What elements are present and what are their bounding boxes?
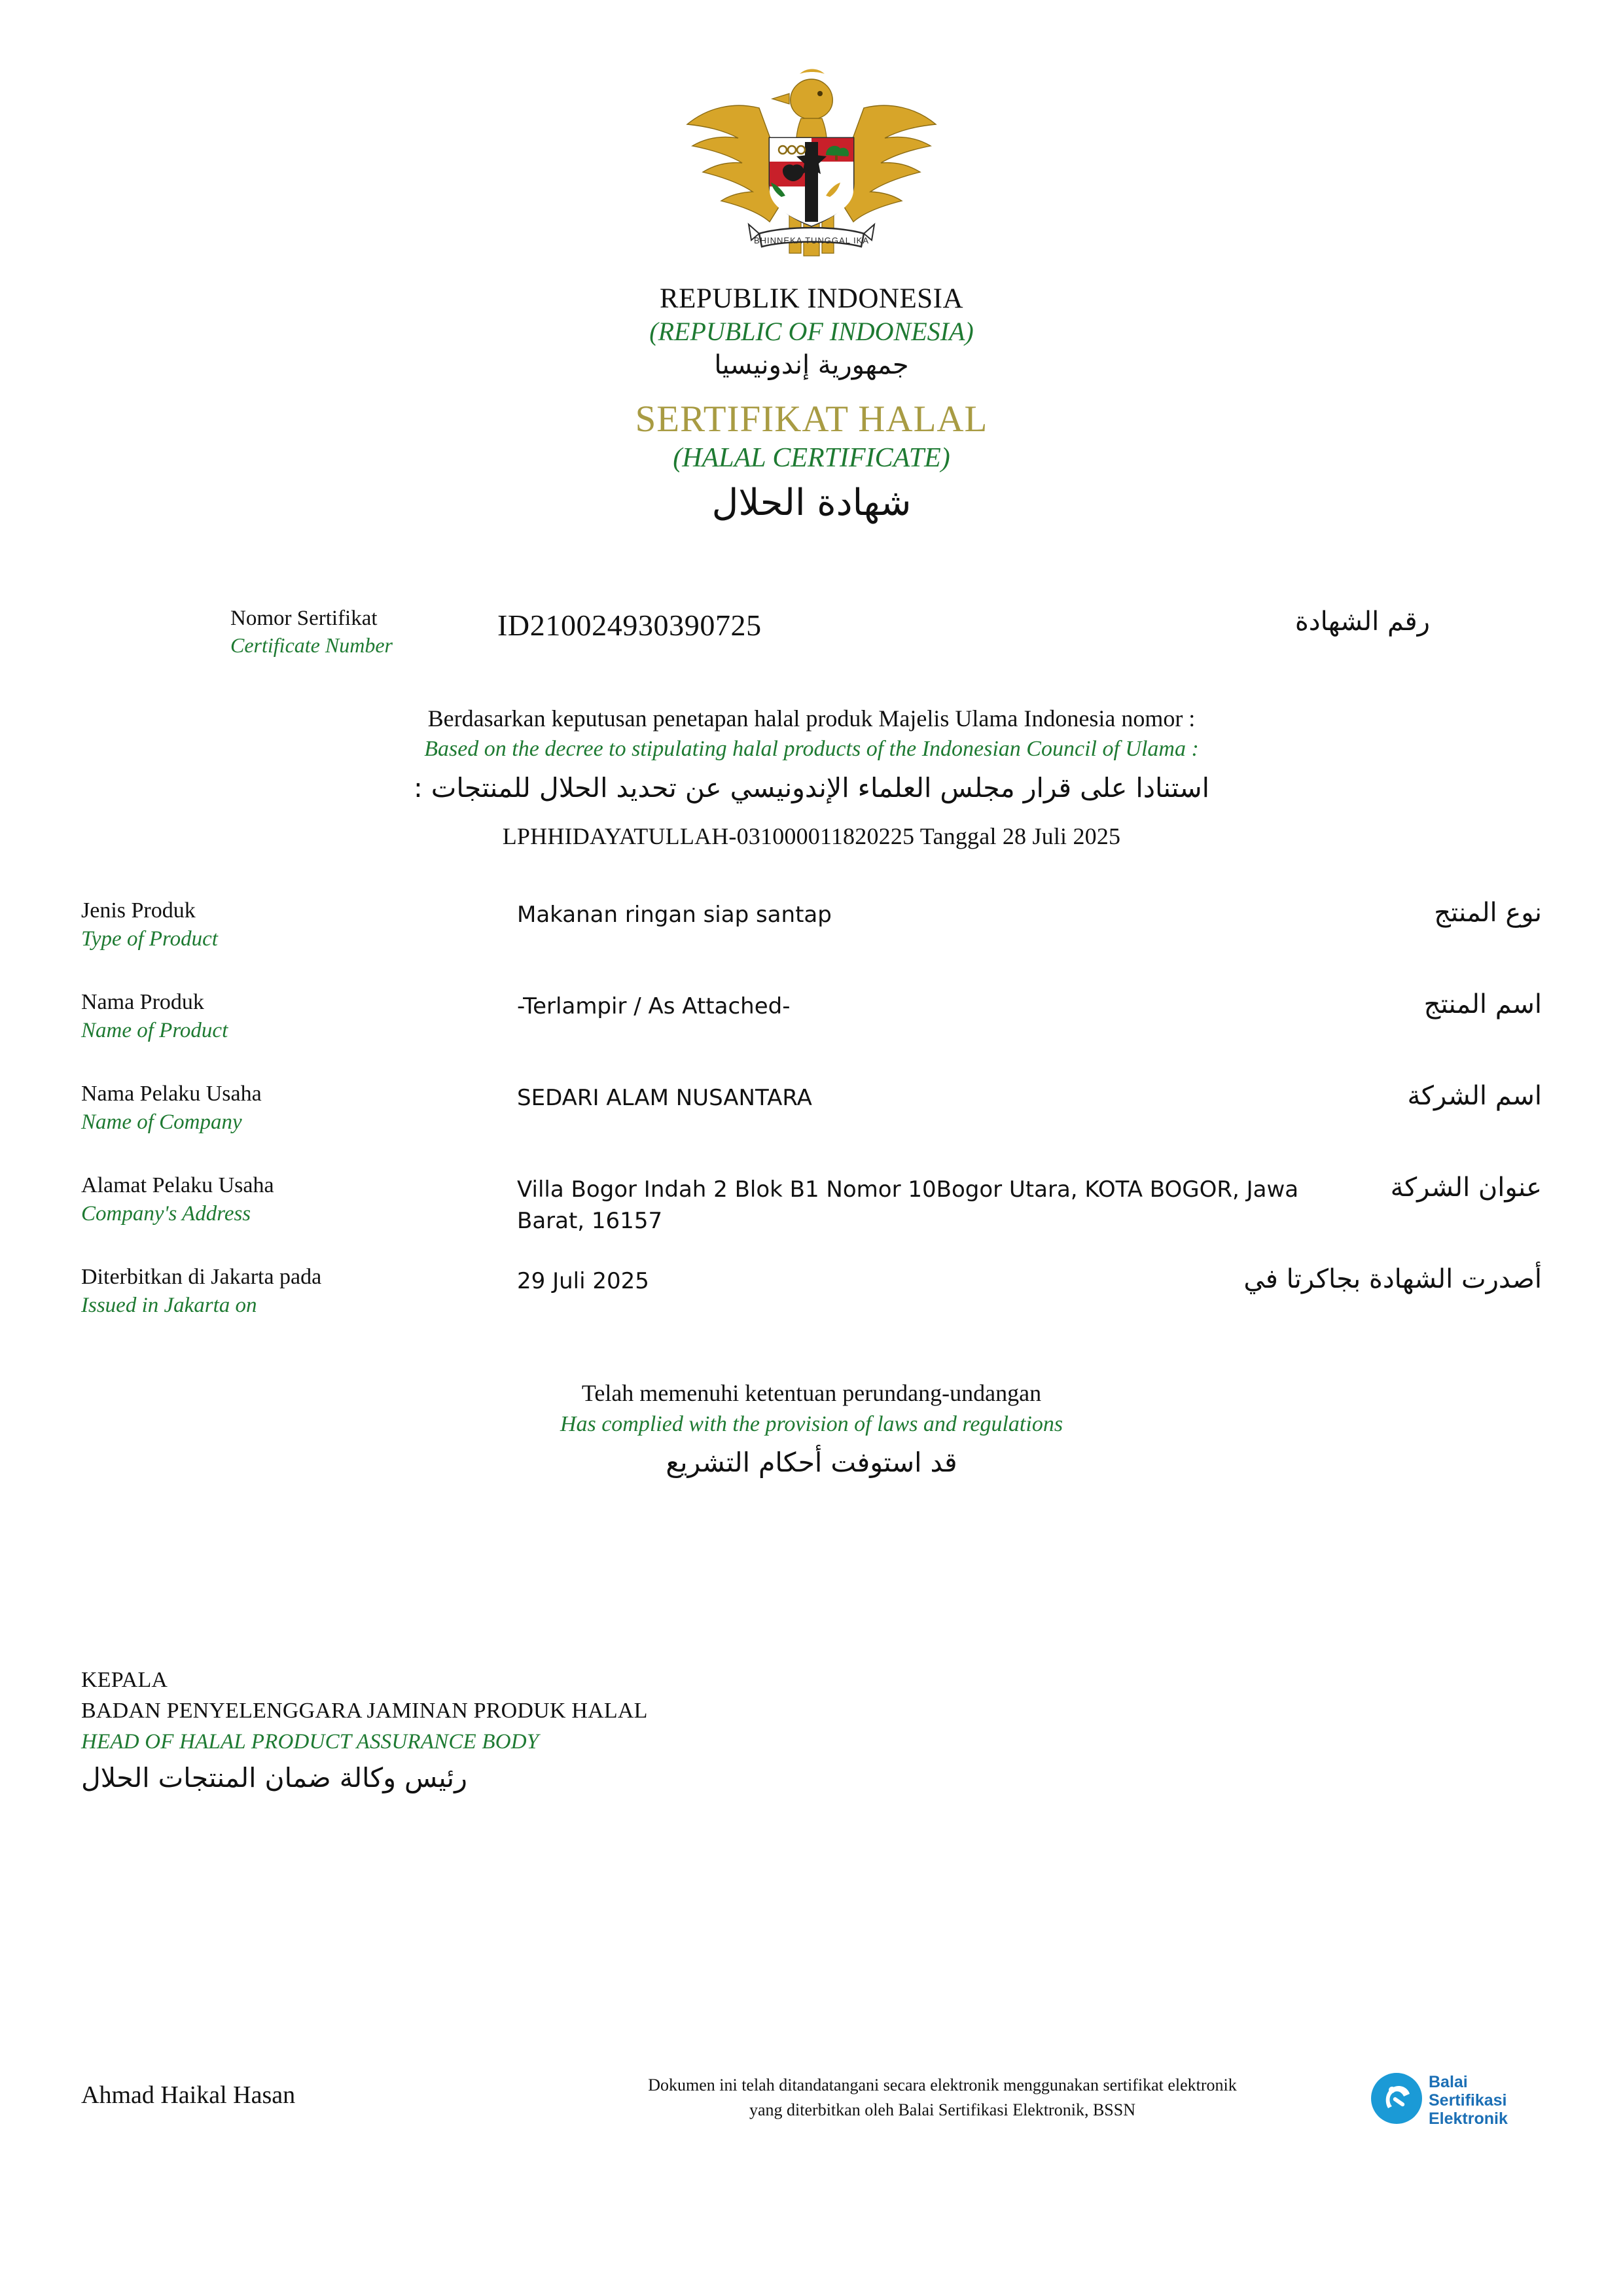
field-row-name-of-company: [0, 1080, 1623, 1171]
country-name-ar: جمهورية إندونيسيا: [714, 349, 909, 380]
certificate-number-label-id: Nomor Sertifikat: [230, 607, 378, 630]
signatory-title-line2: BADAN PENYELENGGARA JAMINAN PRODUK HALAL: [81, 1698, 648, 1723]
garuda-pancasila-icon: [661, 62, 962, 278]
field-label-ar: عنوان الشركة: [1390, 1173, 1542, 1203]
field-label-ar: نوع المنتج: [1434, 898, 1542, 928]
certificate-title-id: SERTIFIKAT HALAL: [635, 398, 988, 440]
field-value: 29 Juli 2025: [517, 1268, 649, 1294]
field-value: Villa Bogor Indah 2 Blok B1 Nomor 10Bogor Utara, KOTA BOGOR, Jawa Barat, 16157: [517, 1176, 1299, 1235]
certificate-number-row: [0, 605, 1623, 684]
field-label: [81, 896, 500, 953]
field-value: SEDARI ALAM NUSANTARA: [517, 1085, 812, 1111]
signer-name: Ahmad Haikal Hasan: [81, 2081, 296, 2109]
field-label-id: Alamat Pelaku Usaha: [81, 1173, 274, 1197]
signatory-title-en: HEAD OF HALAL PRODUCT ASSURANCE BODY: [81, 1729, 539, 1754]
field-label-id: Nama Pelaku Usaha: [81, 1082, 262, 1106]
field-label-en: Type of Product: [81, 927, 218, 951]
field-value: Makanan ringan siap santap: [517, 902, 832, 928]
field-row-issued-on: [0, 1263, 1623, 1354]
signatory-title-line1: KEPALA: [81, 1668, 168, 1692]
svg-text:BHINNEKA TUNGGAL IKA: BHINNEKA TUNGGAL IKA: [753, 236, 870, 245]
compliance-text-id: Telah memenuhi ketentuan perundang-undangan: [581, 1380, 1042, 1406]
electronic-signature-note: [504, 2073, 1381, 2122]
field-label: [81, 988, 500, 1045]
decree-text-en: Based on the decree to stipulating halal products of the Indonesian Council of Ulama :: [424, 736, 1199, 761]
decree-number: LPHHIDAYATULLAH-031000011820225 Tanggal 28 Juli 2025: [502, 823, 1121, 850]
decree-text-ar: استنادا على قرار مجلس العلماء الإندونيسي عن تحديد الحلال للمنتجات :: [413, 771, 1210, 804]
bse-logo-text: [1429, 2073, 1508, 2128]
electronic-signature-note-line2: yang diterbitkan oleh Balai Sertifikasi Elektronik, BSSN: [749, 2100, 1135, 2119]
bse-mark-icon: [1371, 2073, 1422, 2124]
field-label-id: Jenis Produk: [81, 898, 196, 923]
field-row-company-address: [0, 1171, 1623, 1263]
certificate-title-en: (HALAL CERTIFICATE): [673, 442, 950, 473]
balai-sertifikasi-elektronik-logo: [1371, 2068, 1544, 2130]
certificate-number-label: [230, 605, 393, 658]
field-label: [81, 1263, 500, 1320]
compliance-block: [0, 1377, 1623, 1483]
bse-logo-line2: Sertifikasi: [1429, 2091, 1507, 2110]
signatory-block: [81, 1665, 1063, 1799]
compliance-text-en: Has complied with the provision of laws and regulations: [560, 1411, 1063, 1436]
certificate-number-value: ID210024930390725: [497, 609, 762, 642]
compliance-text-ar: قد استوفت أحكام التشريع: [666, 1447, 957, 1479]
field-label-id: Diterbitkan di Jakarta pada: [81, 1265, 322, 1289]
country-name-id: REPUBLIK INDONESIA: [659, 283, 964, 314]
field-label-ar: اسم الشركة: [1407, 1081, 1542, 1111]
field-label: [81, 1171, 500, 1228]
bse-logo-line3: Elektronik: [1429, 2110, 1508, 2128]
emblem-container: [0, 62, 1623, 281]
field-row-type-of-product: [0, 896, 1623, 988]
field-label-ar: اسم المنتج: [1423, 989, 1542, 1019]
decree-block: [0, 703, 1623, 850]
certificate-number-label-ar: رقم الشهادة: [1294, 607, 1430, 637]
signatory-title-ar: رئيس وكالة ضمان المنتجات الحلال: [81, 1762, 467, 1793]
field-label-en: Issued in Jakarta on: [81, 1294, 257, 1318]
certificate-fields: [0, 896, 1623, 1354]
field-value: -Terlampir / As Attached-: [517, 993, 791, 1019]
bse-logo-line1: Balai: [1429, 2073, 1468, 2091]
field-label: [81, 1080, 500, 1137]
country-name-en: (REPUBLIC OF INDONESIA): [649, 316, 974, 346]
decree-text-id: Berdasarkan keputusan penetapan halal produk Majelis Ulama Indonesia nomor :: [427, 705, 1196, 732]
field-label-en: Company's Address: [81, 1202, 251, 1226]
certificate-header: [0, 283, 1623, 529]
field-label-en: Name of Company: [81, 1110, 242, 1135]
field-label-en: Name of Product: [81, 1019, 228, 1043]
certificate-number-label-en: Certificate Number: [230, 633, 393, 658]
field-label-id: Nama Produk: [81, 990, 204, 1014]
electronic-signature-note-line1: Dokumen ini telah ditandatangani secara elektronik menggunakan sertifikat elektronik: [648, 2075, 1237, 2094]
field-row-name-of-product: [0, 988, 1623, 1080]
field-label-ar: أصدرت الشهادة بجاكرتا في: [1243, 1264, 1542, 1294]
certificate-title-ar: شهادة الحلال: [711, 482, 912, 525]
